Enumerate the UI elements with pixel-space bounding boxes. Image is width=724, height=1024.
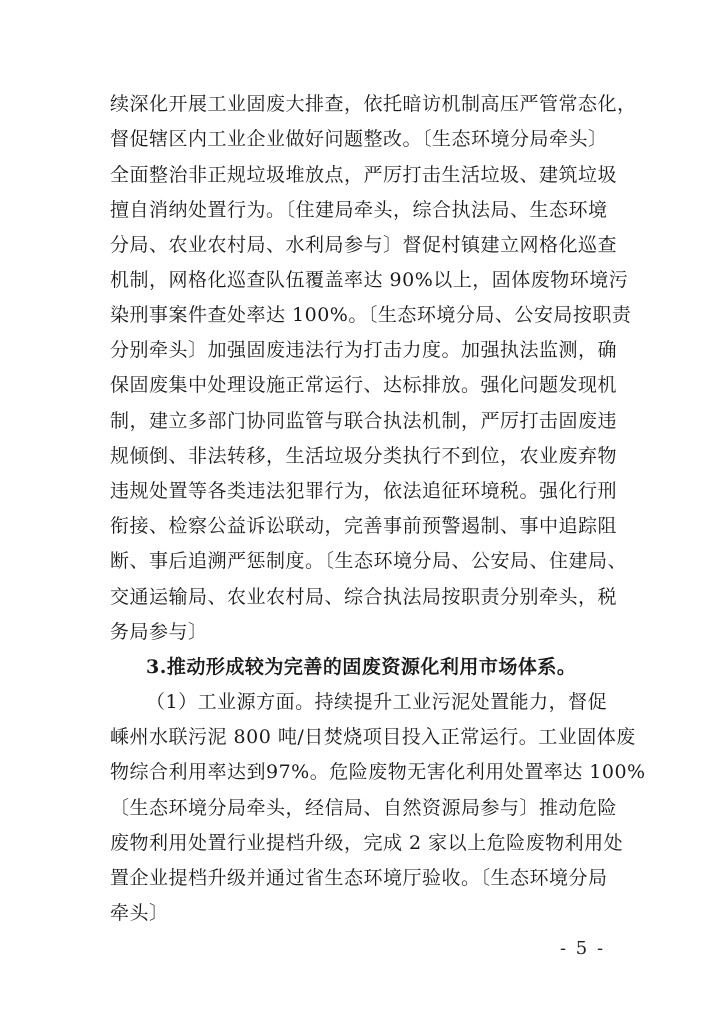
body-text-line: 断、事后追溯严惩制度。〔生态环境分局、公安局、住建局、 (110, 550, 628, 572)
body-text-line: 续深化开展工业固废大排查，依托暗访机制高压严管常态化， (110, 93, 637, 115)
body-text-line: 保固废集中处理设施正常运行、达标排放。强化问题发现机 (110, 374, 618, 396)
body-text-line: 置企业提档升级并通过省生态环境厅验收。〔生态环境分局 (110, 867, 608, 889)
body-text-line: 废物利用处置行业提档升级，完成 2 家以上危险废物利用处 (110, 832, 624, 854)
body-text-line: 物综合利用率达到97%。危险废物无害化利用处置率达 100% (110, 761, 646, 783)
section-heading: 3.推动形成较为完善的固废资源化利用市场体系。 (146, 656, 577, 678)
body-text-line: 衔接、检察公益诉讼联动，完善事前预警遏制、事中追踪阻 (110, 515, 618, 537)
body-text-line: 规倾倒、非法转移，生活垃圾分类执行不到位，农业废弃物 (110, 445, 618, 467)
page-number: - 5 - (560, 938, 606, 959)
body-text-line: 全面整治非正规垃圾堆放点，严厉打击生活垃圾、建筑垃圾 (110, 164, 618, 186)
paragraph-first-line: （1）工业源方面。持续提升工业污泥处置能力，督促 (146, 691, 608, 713)
body-text-line: 督促辖区内工业企业做好问题整改。〔生态环境分局牵头〕 (110, 128, 608, 150)
body-text-line: 分别牵头〕加强固废违法行为打击力度。加强执法监测，确 (110, 339, 618, 361)
body-text-line: 擅自消纳处置行为。〔住建局牵头，综合执法局、生态环境 (110, 199, 608, 221)
body-text-line: 务局参与〕 (110, 621, 208, 643)
body-text-line: 违规处置等各类违法犯罪行为，依法追征环境税。强化行刑 (110, 480, 618, 502)
body-text-line: 制，建立多部门协同监管与联合执法机制，严厉打击固废违 (110, 410, 618, 432)
body-text-line: 〔生态环境分局牵头，经信局、自然资源局参与〕推动危险 (110, 797, 618, 819)
body-text-line: 牵头〕 (110, 902, 169, 924)
body-text-line: 嵊州水联污泥 800 吨/日焚烧项目投入正常运行。工业固体废 (110, 726, 636, 748)
body-text-line: 机制，网格化巡查队伍覆盖率达 90%以上，固体废物环境污 (110, 269, 629, 291)
body-text-line: 染刑事案件查处率达 100%。〔生态环境分局、公安局按职责 (110, 304, 632, 326)
body-text-line: 分局、农业农村局、水利局参与〕督促村镇建立网格化巡查 (110, 234, 618, 256)
body-text-line: 交通运输局、农业农村局、综合执法局按职责分别牵头，税 (110, 586, 618, 608)
